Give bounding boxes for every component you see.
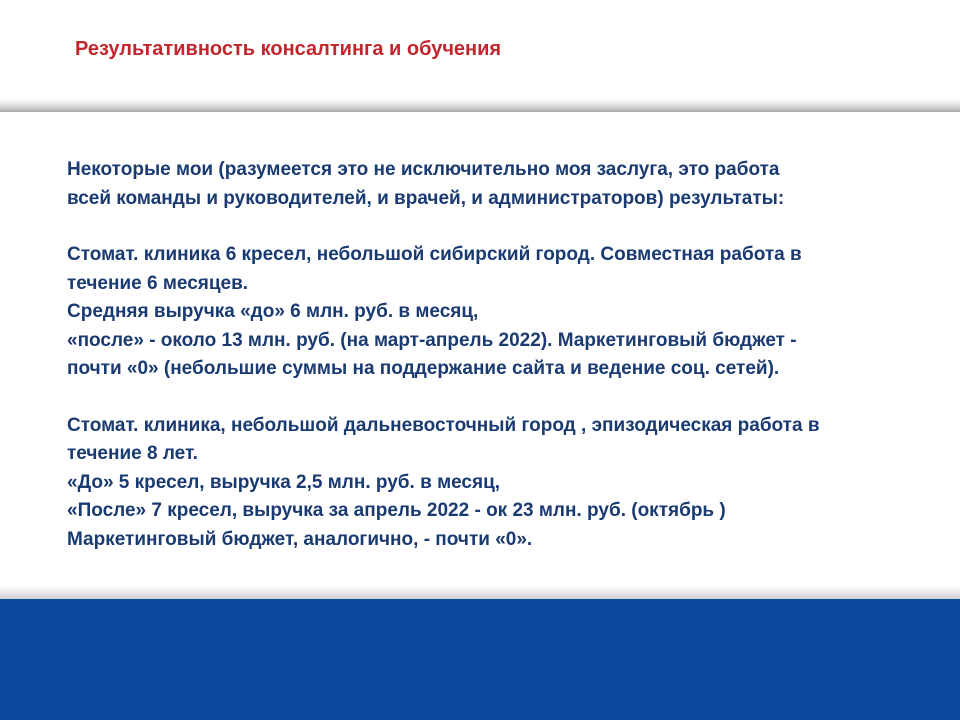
case1-line: «после» - около 13 млн. руб. (на март-апрель 2022). Маркетинговый бюджет - [67, 329, 797, 351]
case1-line: течение 6 месяцев. [67, 272, 249, 294]
intro-line: всей команды и руководителей, и врачей, и администраторов) результаты: [67, 187, 785, 209]
case1-line: Стомат. клиника 6 кресел, небольшой сибирский город. Совместная работа в [67, 244, 802, 265]
footer-shadow [0, 585, 960, 599]
intro-line: Некоторые мои (разумеется это не исключительно моя заслуга, это работа [67, 159, 780, 180]
case2-line: «До» 5 кресел, выручка 2,5 млн. руб. в месяц, [67, 471, 501, 493]
case2-line: «После» 7 кресел, выручка за апрель 2022 - ок 23 млн. руб. (октябрь ) [67, 500, 726, 521]
slide-title: Результативность консалтинга и обучения [75, 38, 502, 60]
paragraph-gap [67, 213, 927, 241]
case2-line: Стомат. клиника, небольшой дальневосточный город , эпизодическая работа в [67, 414, 820, 436]
case2-line: течение 8 лет. [67, 443, 198, 464]
paragraph-gap [67, 384, 927, 412]
slide-body [67, 156, 927, 554]
case2-line: Маркетинговый бюджет, аналогично, - почти «0». [67, 528, 533, 550]
footer-band [0, 599, 960, 720]
case1-line: почти «0» (небольшие суммы на поддержание сайта и ведение соц. сетей). [67, 358, 780, 379]
case1-line: Средняя выручка «до» 6 млн. руб. в месяц, [67, 301, 479, 322]
header-separator [0, 98, 960, 112]
